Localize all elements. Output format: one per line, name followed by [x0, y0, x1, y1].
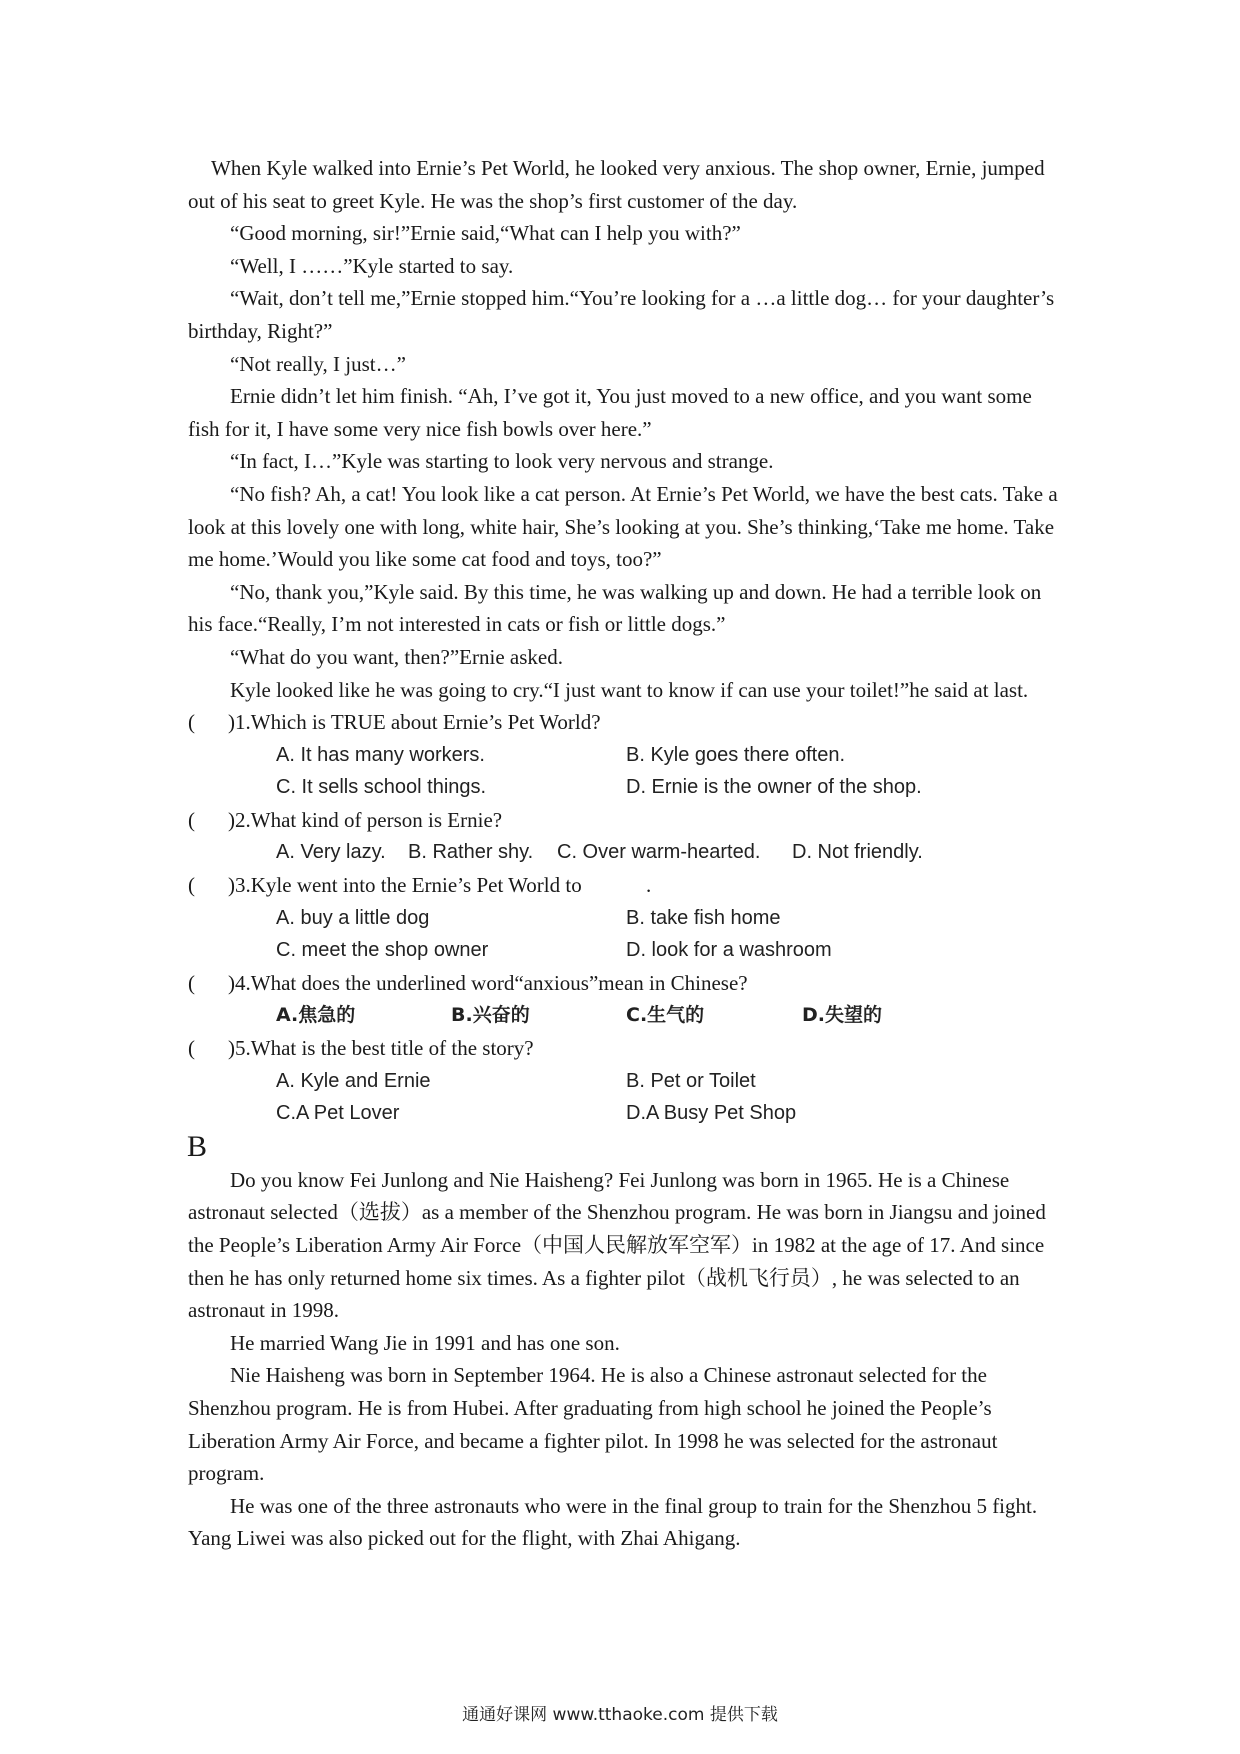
option-a: A. buy a little dog: [276, 906, 430, 929]
option-a: A.焦急的: [276, 1004, 356, 1027]
option-c: C.生气的: [626, 1004, 705, 1027]
answer-bracket[interactable]: (: [188, 1036, 195, 1061]
option-a: A. It has many workers.: [276, 743, 485, 766]
option-a: A. Very lazy.: [276, 841, 386, 864]
question-1-options: [188, 771, 1068, 804]
passage-b-paragraph: He was one of the three astronauts who were in the final group to train for the Shenzhou 5 fight. Yang Liwei was also picked out for the flight, with Zhai Ahigang.: [188, 1493, 1038, 1551]
option-c: C. meet the shop owner: [276, 939, 489, 962]
footer-watermark: 通通好课网 www.tthaoke.com 提供下载: [462, 1705, 778, 1725]
option-d: D. Not friendly.: [792, 841, 923, 864]
passage-a-paragraph: “No, thank you,”Kyle said. By this time, he was walking up and down. He had a terrible look on his face.“Really, I’m not interested in cats or fish or little dogs.”: [188, 579, 1042, 637]
answer-bracket[interactable]: (: [188, 710, 195, 735]
passage-a-paragraph: “Good morning, sir!”Ernie said,“What can I help you with?”: [230, 221, 741, 246]
option-b: B. take fish home: [626, 906, 781, 929]
question-5-options: [188, 1097, 1068, 1130]
passage-a-paragraph: “What do you want, then?”Ernie asked.: [230, 644, 563, 669]
passage-a-paragraph: Ernie didn’t let him finish. “Ah, I’ve got it, You just moved to a new office, and you want some fish for it, I have some very nice fish bowls over here.”: [188, 384, 1032, 441]
option-c: C.A Pet Lover: [276, 1102, 400, 1125]
document-page: [188, 152, 1068, 1555]
question-stem: )1.Which is TRUE about Ernie’s Pet World?: [228, 710, 601, 735]
question-2-options: [188, 836, 1068, 869]
passage-a-paragraph: “Wait, don’t tell me,”Ernie stopped him.“You’re looking for a …a little dog… for your daughter’s birthday, Right?”: [188, 286, 1055, 343]
answer-bracket[interactable]: (: [188, 807, 195, 832]
option-d: D.失望的: [802, 1004, 882, 1027]
question-4-options: [188, 999, 1068, 1032]
passage-a-paragraph: “Well, I ……”Kyle started to say.: [230, 253, 514, 278]
option-b: B. Kyle goes there often.: [626, 743, 846, 766]
question-2: [188, 804, 1068, 837]
passage-a-paragraph: When Kyle walked into Ernie’s Pet World, he looked very anxious. The shop owner, Ernie, jumped out of his seat to greet Kyle. He was the shop’s first customer of the day.: [188, 156, 1045, 213]
passage-a-paragraph: “In fact, I…”Kyle was starting to look very nervous and strange.: [230, 449, 774, 474]
question-5: [188, 1032, 1068, 1065]
question-stem: )4.What does the underlined word“anxious”mean in Chinese?: [228, 970, 748, 995]
question-4: [188, 967, 1068, 1000]
option-c: C. Over warm-hearted.: [557, 841, 761, 864]
option-d: D. look for a washroom: [626, 939, 832, 962]
passage-a-paragraph: “Not really, I just…”: [230, 351, 406, 376]
question-stem: )3.Kyle went into the Ernie’s Pet World to: [228, 873, 582, 898]
passage-b-paragraph: Do you know Fei Junlong and Nie Haisheng? Fei Junlong was born in 1965. He is a Chinese astronaut selected（选拔）as a member of the Shenzhou program. He was born in Jiangsu and joined the People’s Liberation Army Air Force（中国人民解放军空军）in 1982 at the age of 17. And since then he has only returned home six times. As a fighter pilot（战机飞行员）, he was selected to an astronaut in 1998.: [188, 1167, 1046, 1323]
option-b: B. Rather shy.: [408, 841, 534, 864]
passage-a-paragraph: “No fish? Ah, a cat! You look like a cat person. At Ernie’s Pet World, we have the best cats. Take a look at this lovely one with long, white hair, She’s looking at you. She’s thinking,‘Take me home. Take me home.’Would you like some cat food and toys, too?”: [188, 481, 1058, 572]
question-stem: )5.What is the best title of the story?: [228, 1036, 534, 1061]
passage-b-paragraph: Nie Haisheng was born in September 1964. He is also a Chinese astronaut selected for the Shenzhou program. He is from Hubei. After graduating from high school he joined the People’s Liberation Army Air Force, and became a fighter pilot. In 1998 he was selected for the astronaut program.: [188, 1363, 998, 1486]
question-stem: )2.What kind of person is Ernie?: [228, 807, 503, 832]
option-c: C. It sells school things.: [276, 776, 487, 799]
question-5-options: [188, 1065, 1068, 1098]
question-1-options: [188, 739, 1068, 772]
question-3-options: [188, 934, 1068, 967]
option-a: A. Kyle and Ernie: [276, 1069, 431, 1092]
option-b: B. Pet or Toilet: [626, 1069, 756, 1092]
option-b: B.兴奋的: [451, 1004, 530, 1027]
passage-a-paragraph: Kyle looked like he was going to cry.“I just want to know if can use your toilet!”he said at last.: [230, 677, 1029, 702]
option-d: D.A Busy Pet Shop: [626, 1102, 797, 1125]
passage-b-paragraph: He married Wang Jie in 1991 and has one son.: [230, 1330, 620, 1355]
question-3-options: [188, 902, 1068, 935]
section-heading: B: [187, 1129, 208, 1163]
blank-end: .: [646, 873, 652, 898]
answer-bracket[interactable]: (: [188, 970, 195, 995]
question-3: [188, 869, 1068, 902]
option-d: D. Ernie is the owner of the shop.: [626, 776, 922, 799]
question-1: [188, 706, 1068, 739]
answer-bracket[interactable]: (: [188, 873, 195, 898]
